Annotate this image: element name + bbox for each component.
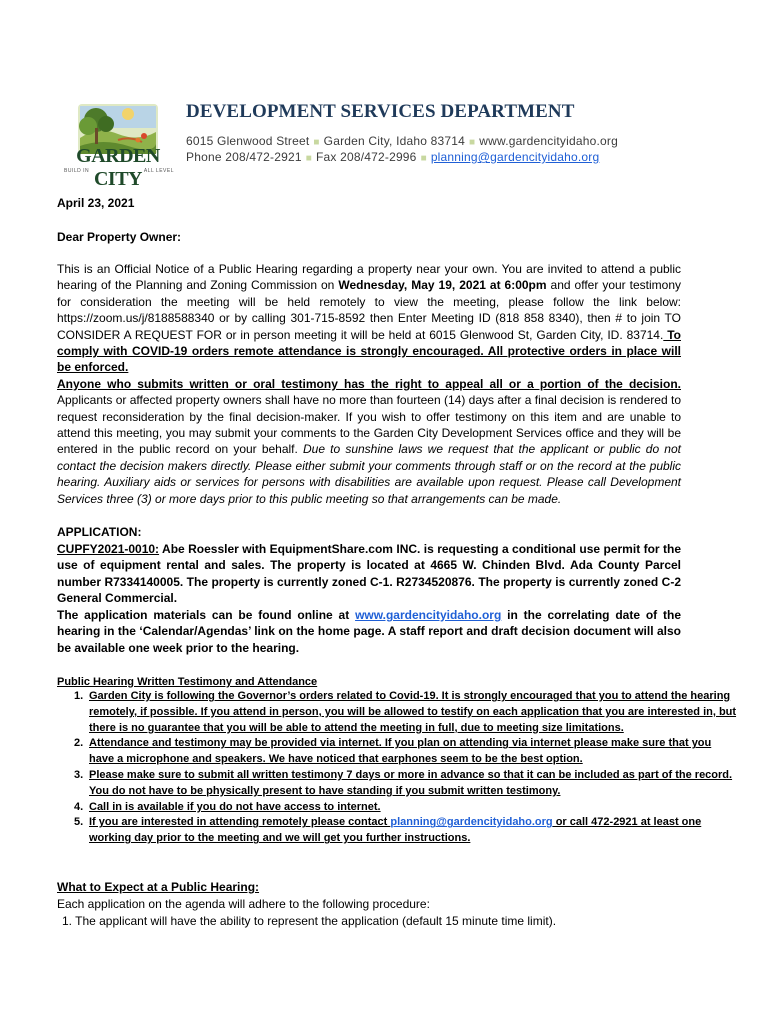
list-item-text: or call 472-2921 at least one working day prior to the meeting and we will get you further instructions. bbox=[89, 816, 702, 845]
case-id: CUPFY2021-0010: bbox=[57, 542, 160, 556]
materials-text-a: The application materials can be found online at bbox=[57, 608, 356, 622]
list-item-text: Please make sure to submit all written testimony 7 days or more in advance so that it can be included as part of the record. You do not have to be physically present to have standing if you submit written testimony. bbox=[89, 768, 733, 797]
letter-date: April 23, 2021 bbox=[57, 196, 135, 210]
meeting-datetime: Wednesday, May 19, 2021 at 6:00pm bbox=[338, 278, 547, 293]
what-to-expect-heading: What to Expect at a Public Hearing: bbox=[57, 880, 260, 894]
list-item bbox=[57, 800, 737, 816]
contact-email-link[interactable]: planning@gardencityidaho.org bbox=[390, 816, 553, 829]
website-link[interactable]: www.gardencityidaho.org bbox=[355, 608, 502, 622]
logo-tag-left: BUILD IN bbox=[64, 168, 90, 174]
procedure-item: 1. The applicant will have the ability to represent the application (default 15 minute time limit). bbox=[62, 914, 557, 928]
phone-number: Phone 208/472-2921 bbox=[186, 150, 302, 164]
fax-number: Fax 208/472-2996 bbox=[315, 150, 417, 164]
notice-details: and offer your testimony for consideration the meeting will be held remotely to view the meeting, please follow the link below: https://zoom.us/j/8188588340 or by calling 301-715-8592 then Enter Meeting ID (818 858 8340), then # to join TO CONSIDER A REQUEST FOR or in person meeting it will be held at 6015 Glenwood St, Garden City, ID. 83714. bbox=[57, 278, 681, 342]
separator-dot: ■ bbox=[313, 137, 320, 148]
email-link[interactable]: planning@gardencityidaho.org bbox=[430, 150, 600, 164]
street-address: 6015 Glenwood Street bbox=[186, 134, 310, 148]
list-item-text: If you are interested in attending remotely please contact bbox=[89, 816, 391, 829]
separator-dot: ■ bbox=[420, 153, 427, 164]
application-description bbox=[57, 541, 681, 607]
list-item-text: Attendance and testimony may be provided via internet. If you plan on attending via internet please make sure that you have a microphone and speakers. We have noticed that earphones seem to be the best option. bbox=[89, 737, 712, 766]
what-to-expect-intro: Each application on the agenda will adhere to the following procedure: bbox=[57, 897, 430, 911]
list-item-text: Garden City is following the Governor’s orders related to Covid-19. It is strongly encouraged that you to attend the hearing remotely, if possible. If you attend in person, you will be allowed to testify on each application that you are interested in, but there is no guarantee that you will be able to attend the meeting in full, due to meeting size limitations. bbox=[89, 690, 737, 734]
case-description: Abe Roessler with EquipmentShare.com INC. is requesting a conditional use permit for the use of equipment rental and sales. The property is located at 4665 W. Chinden Blvd. Ada County Parcel number R7334140005. The property is currently zoned C-1. R2734520876. The property is currently zoned C-2 General Commercial. bbox=[57, 542, 681, 606]
notice-paragraph bbox=[57, 261, 681, 507]
list-number: 2. bbox=[74, 737, 84, 750]
contact-line-phone bbox=[186, 150, 599, 164]
list-item-text: Call in is available if you do not have access to internet. bbox=[89, 800, 381, 813]
city-address: Garden City, Idaho 83714 bbox=[323, 134, 466, 148]
application-heading: APPLICATION: bbox=[57, 525, 142, 539]
reconsideration-text: Applicants or affected property owners shall have no more than fourteen (14) days after a final decision is rendered to request reconsideration by the final decision-maker. If you wish to offer testimony on this item and are unable to attend this meeting, you may submit your comments to the Garden City Development Services office and they will be entered in the public record on your behalf. bbox=[57, 393, 681, 457]
separator-dot: ■ bbox=[469, 137, 476, 148]
logo-tag-right: ALL LEVEL bbox=[143, 168, 174, 174]
list-item bbox=[57, 815, 737, 847]
notice-intro: This is an Official Notice of a Public Hearing regarding a property near your own. You are invited to attend a public hearing of the Planning and Zoning Commission on bbox=[57, 262, 681, 293]
garden-city-logo bbox=[58, 98, 178, 190]
list-number: 5. bbox=[74, 816, 84, 829]
website-text: www.gardencityidaho.org bbox=[479, 134, 618, 148]
letter-greeting: Dear Property Owner: bbox=[57, 230, 182, 244]
list-item bbox=[57, 689, 737, 736]
department-title: DEVELOPMENT SERVICES DEPARTMENT bbox=[186, 101, 575, 122]
contact-line-address bbox=[186, 134, 618, 148]
materials-text-b: in the correlating date of the hearing in the ‘Calendar/Agendas’ link on the home page. A staff report and draft decision document will also be available one week prior to the hearing. bbox=[57, 608, 682, 655]
logo-wordmark: GARDEN CITY bbox=[76, 145, 160, 190]
list-number: 3. bbox=[74, 768, 84, 781]
sunshine-laws-text: Due to sunshine laws we request that the applicant or public do not contact the decision makers directly. Please either submit your comments through staff or on the record at the public hearing. Auxiliary aids or services for persons with disabilities are available upon request. Please call Development Services three (3) or more days prior to this public meeting so that arrangements can be made. bbox=[57, 442, 681, 506]
list-item bbox=[57, 768, 737, 800]
appeal-notice: Anyone who submits written or oral testimony has the right to appeal all or a portion of the decision. bbox=[57, 376, 681, 391]
list-number: 1. bbox=[74, 690, 84, 702]
list-number: 4. bbox=[74, 800, 84, 813]
application-materials bbox=[57, 607, 681, 656]
separator-dot: ■ bbox=[305, 153, 312, 164]
public-hearing-list bbox=[57, 689, 737, 847]
public-hearing-heading: Public Hearing Written Testimony and Attendance bbox=[57, 676, 318, 688]
list-item bbox=[57, 736, 737, 768]
covid-notice: To comply with COVID-19 orders remote attendance is strongly encouraged. All protective orders in place will be enforced. bbox=[57, 327, 681, 375]
